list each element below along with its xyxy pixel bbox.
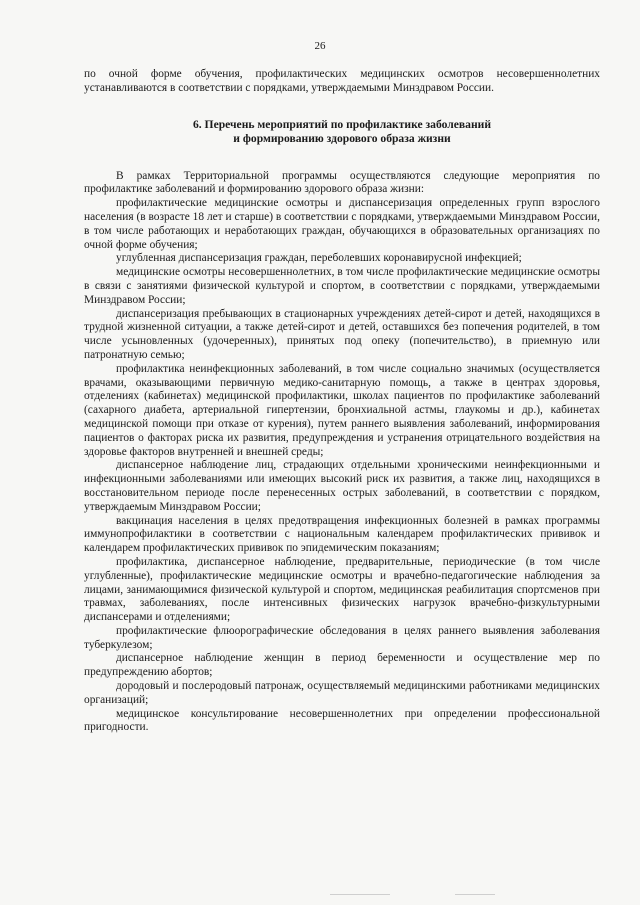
paragraph-orphans-dispensary: диспансеризация пребывающих в стационарных учреждениях детей-сирот и детей, находящихся в трудной жизненной ситуации, а также детей-сирот и детей, оставшихся без попечения родителей, в том числе усыновленных (удочеренных), принятых под опеку (попечительство), в приемную или патронатную семью; — [84, 307, 600, 361]
paragraph-vaccination: вакцинация населения в целях предотвращения инфекционных болезней в рамках программы иммунопрофилактики в соответствии с национальным календарем профилактических прививок и календарем профилактических прививок по эпидемическим показаниям; — [84, 514, 600, 555]
scan-artifact — [455, 894, 495, 895]
document-body — [84, 68, 600, 735]
section-heading — [84, 118, 600, 146]
section-title-line-1: 6. Перечень мероприятий по профилактике заболеваний — [192, 117, 492, 131]
paragraph-patronage: дородовый и послеродовый патронаж, осуществляемый медицинскими работниками медицинских организаций; — [84, 680, 600, 706]
intro-paragraph: по очной форме обучения, профилактических медицинских осмотров несовершеннолетних устанавливаются в соответствии с порядками, утверждаемыми Минздравом России. — [84, 68, 600, 94]
page-number: 26 — [314, 40, 326, 52]
paragraph-pregnancy-observation: диспансерное наблюдение женщин в период беременности и осуществление мер по предупреждению абортов; — [84, 652, 600, 679]
paragraph-fluorography: профилактические флюорографические обследования в целях раннего выявления заболевания туберкулезом; — [84, 624, 600, 651]
paragraph-noncommunicable-prevention: профилактика неинфекционных заболеваний, в том числе социально значимых (осуществляется врачами, оказывающими первичную медико-санитарную помощь, а также в центрах здоровья, отделениях (кабинетах) медицинской профилактики, школах пациентов по профилактике заболеваний (сахарного диабета, артериальной гипертензии, бронхиальной астмы, глаукомы и др.), кабинетах медицинской помощи при отказе от курения), путем раннего выявления заболеваний, информирования пациентов о факторах риска их развития, предупреждения и устранения отрицательного воздействия на здоровье факторов внутренней и внешней среды; — [84, 362, 600, 458]
paragraph-adult-checkups: профилактические медицинские осмотры и диспансеризация определенных групп взрослого населения (в возрасте 18 лет и старше) в соответствии с порядками, утверждаемыми Минздравом России, в том числе работающих и неработающих граждан, обучающихся в образовательных организациях по очной форме обучения; — [84, 197, 600, 251]
paragraph-sports-medicine: профилактика, диспансерное наблюдение, предварительные, периодические (в том числе углубленные), профилактические медицинские осмотры и врачебно-педагогические наблюдения за лицами, занимающимися физической культурой и спортом, медицинская реабилитация спортсменов при травмах, заболеваниях, после интенсивных физических нагрузок врачебно-физкультурными диспансерами и отделениями; — [84, 555, 600, 624]
paragraph-career-consulting: медицинское консультирование несовершеннолетних при определении профессиональной пригодности. — [84, 707, 600, 734]
section-title-line-2: и формированию здорового образа жизни — [233, 131, 451, 145]
paragraph-chronic-observation: диспансерное наблюдение лиц, страдающих отдельными хроническими неинфекционными и инфекционными заболеваниями или имеющих высокий риск их развития, а также лиц, находящихся в восстановительном периоде после перенесенных острых заболеваний, в соответствии с порядком, утверждаемым Минздравом России; — [84, 459, 600, 513]
paragraph-minors-checkups: медицинские осмотры несовершеннолетних, в том числе профилактические медицинские осмотры в связи с занятиями физической культурой и спортом, в соответствии с порядками, утверждаемыми Минздравом России; — [84, 266, 600, 306]
scan-artifact — [330, 894, 390, 895]
paragraph-covid-dispensary: углубленная диспансеризация граждан, переболевших коронавирусной инфекцией; — [116, 252, 522, 265]
paragraph-intro-measures: В рамках Территориальной программы осуществляются следующие мероприятия по профилактике заболеваний и формированию здорового образа жизни: — [84, 169, 600, 196]
